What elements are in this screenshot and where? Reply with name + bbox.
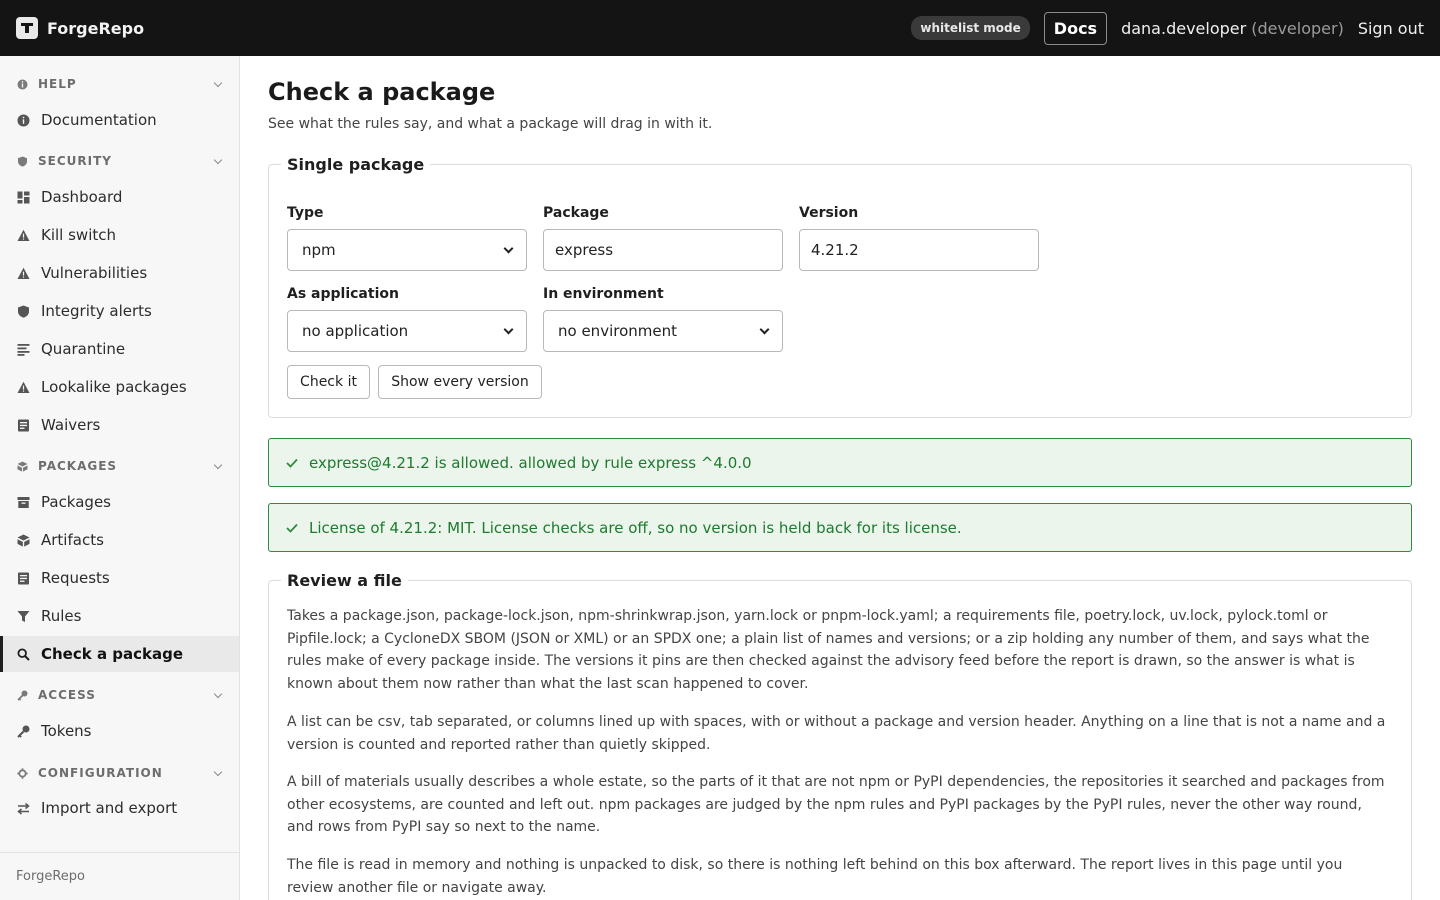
sidebar-item-label: Rules	[41, 607, 82, 625]
chevron-down-icon	[214, 767, 222, 775]
type-select[interactable]	[287, 229, 527, 271]
sidebar-section-label: PACKAGES	[38, 459, 118, 473]
sidebar-item-label: Lookalike packages	[41, 378, 187, 396]
brand[interactable]	[16, 17, 144, 39]
sidebar-item-label: Integrity alerts	[41, 302, 152, 320]
forge-logo-icon	[16, 17, 38, 39]
chevron-down-icon	[214, 155, 222, 163]
status-message: express@4.21.2 is allowed. allowed by rule express ^4.0.0	[309, 453, 752, 472]
package-label: Package	[543, 205, 609, 221]
warning-icon	[17, 267, 30, 280]
sidebar-item-rules[interactable]	[0, 598, 239, 634]
sidebar-item-label: Packages	[41, 493, 111, 511]
sidebar-section-packages[interactable]	[0, 454, 239, 478]
docs-button[interactable]: Docs	[1044, 12, 1107, 45]
sidebar-item-tokens[interactable]	[0, 713, 239, 749]
single-package-legend: Single package	[281, 155, 430, 174]
review-paragraph: A bill of materials usually describes a whole estate, so the parts of it that are not npm or PyPI dependencies, the repositories it searched and packages from other ecosystems, are counted and left out. npm packages are judged by the npm rules and PyPI packages by the PyPI rules, never the other way round, and rows from PyPI say so next to the name.	[287, 774, 1385, 835]
check-it-button[interactable]: Check it	[287, 365, 370, 399]
note-icon	[17, 419, 30, 432]
key-icon	[17, 690, 28, 701]
package-input[interactable]	[543, 229, 783, 271]
sidebar-item-lookalike-packages[interactable]	[0, 369, 239, 405]
check-icon	[286, 458, 298, 468]
sidebar-section-configuration[interactable]	[0, 761, 239, 785]
box-icon	[17, 461, 28, 472]
sidebar-item-import-export[interactable]	[0, 790, 239, 826]
sidebar	[0, 56, 240, 900]
info-icon	[17, 114, 30, 127]
sidebar-section-label: HELP	[38, 77, 77, 91]
environment-select-value: no environment	[558, 322, 677, 340]
sidebar-item-check-a-package[interactable]	[0, 636, 239, 672]
info-icon	[17, 79, 28, 90]
type-select-value: npm	[302, 241, 336, 259]
sidebar-item-packages[interactable]	[0, 484, 239, 520]
chevron-down-icon	[214, 78, 222, 86]
sidebar-item-label: Requests	[41, 569, 110, 587]
page-title: Check a package	[268, 78, 496, 106]
sidebar-item-quarantine[interactable]	[0, 331, 239, 367]
version-label: Version	[799, 205, 859, 221]
status-alert	[268, 438, 1412, 487]
environment-select[interactable]	[543, 310, 783, 352]
chevron-down-icon	[214, 460, 222, 468]
top-bar	[0, 0, 1440, 56]
sidebar-item-label: Tokens	[41, 722, 92, 740]
application-select-value: no application	[302, 322, 409, 340]
review-paragraph: Takes a package.json, package-lock.json, npm-shrinkwrap.json, yarn.lock or pnpm-lock.yaml; a requirements file, poetry.lock, uv.lock, pylock.toml or Pipfile.lock; a CycloneDX SBOM (JSON or XML) or an SPDX one; a plain list of names and versions; or a zip holding any number of them, and says what the rules make of every package inside. The versions it pins are then checked against the advisory feed before the report is drawn, so the answer is what is known about them now rather than what the last scan happened to cover.	[287, 608, 1370, 692]
search-icon	[17, 648, 30, 661]
chevron-down-icon	[214, 689, 222, 697]
sidebar-item-waivers[interactable]	[0, 407, 239, 443]
sidebar-item-dashboard[interactable]	[0, 179, 239, 215]
sidebar-item-documentation[interactable]	[0, 102, 239, 138]
sign-out-link[interactable]: Sign out	[1357, 18, 1424, 38]
sidebar-item-label: Kill switch	[41, 226, 116, 244]
transfer-icon	[17, 802, 30, 815]
chevron-down-icon	[504, 243, 514, 253]
sidebar-footer: ForgeRepo	[0, 852, 239, 900]
package-input-value: express	[555, 241, 614, 259]
sidebar-item-label: Check a package	[41, 645, 184, 663]
type-label: Type	[287, 205, 324, 221]
sidebar-section-label: ACCESS	[38, 688, 96, 702]
user-name: dana.developer	[1121, 18, 1247, 38]
sidebar-item-label: Quarantine	[41, 340, 126, 358]
sidebar-item-integrity-alerts[interactable]	[0, 293, 239, 329]
show-every-version-button[interactable]: Show every version	[378, 365, 542, 399]
review-file-section	[268, 571, 1412, 900]
license-alert	[268, 503, 1412, 552]
shield-icon	[17, 305, 30, 318]
sidebar-item-requests[interactable]	[0, 560, 239, 596]
review-file-legend: Review a file	[281, 571, 408, 590]
shield-icon	[17, 156, 28, 167]
mode-badge: whitelist mode	[911, 16, 1029, 40]
main-content	[268, 56, 1412, 900]
sidebar-item-label: Waivers	[41, 416, 101, 434]
brand-name: ForgeRepo	[47, 18, 145, 38]
sidebar-item-label: Import and export	[41, 799, 178, 817]
sidebar-section-help[interactable]	[0, 72, 239, 96]
sidebar-section-label: CONFIGURATION	[38, 766, 163, 780]
key-icon	[17, 725, 30, 738]
sidebar-item-label: Documentation	[41, 111, 157, 129]
page-subtitle: See what the rules say, and what a package will drag in with it.	[268, 116, 713, 132]
warning-icon	[17, 229, 30, 242]
license-message: License of 4.21.2: MIT. License checks are off, so no version is held back for its license.	[309, 518, 962, 537]
dashboard-icon	[17, 191, 30, 204]
sidebar-item-label: Vulnerabilities	[41, 264, 148, 282]
archive-icon	[17, 496, 30, 509]
sidebar-item-artifacts[interactable]	[0, 522, 239, 558]
chevron-down-icon	[504, 324, 514, 334]
sidebar-section-label: SECURITY	[38, 154, 112, 168]
application-label: As application	[287, 286, 399, 302]
chevron-down-icon	[760, 324, 770, 334]
review-paragraph: A list can be csv, tab separated, or columns lined up with spaces, with or without a package and version header. Anything on a line that is not a name and a version is counted and reported rather than quietly skipped.	[287, 714, 1386, 753]
note-icon	[17, 572, 30, 585]
environment-label: In environment	[543, 286, 664, 302]
sidebar-section-access[interactable]	[0, 683, 239, 707]
check-icon	[286, 523, 298, 533]
sidebar-item-label: Artifacts	[41, 531, 104, 549]
sidebar-item-vulnerabilities[interactable]	[0, 255, 239, 291]
filter-icon	[17, 610, 30, 623]
warning-icon	[17, 381, 30, 394]
version-input[interactable]	[799, 229, 1039, 271]
lines-icon	[17, 343, 30, 356]
gear-icon	[17, 768, 28, 779]
single-package-form	[268, 155, 1412, 418]
sidebar-item-label: Dashboard	[41, 188, 123, 206]
box-icon	[17, 534, 30, 547]
application-select[interactable]	[287, 310, 527, 352]
version-input-value: 4.21.2	[811, 241, 859, 259]
sidebar-item-kill-switch[interactable]	[0, 217, 239, 253]
user-role: (developer)	[1251, 18, 1344, 38]
review-paragraph: The file is read in memory and nothing is unpacked to disk, so there is nothing left behind on this box afterward. The report lives in this page until you review another file or navigate away.	[287, 857, 1343, 896]
sidebar-section-security[interactable]	[0, 149, 239, 173]
